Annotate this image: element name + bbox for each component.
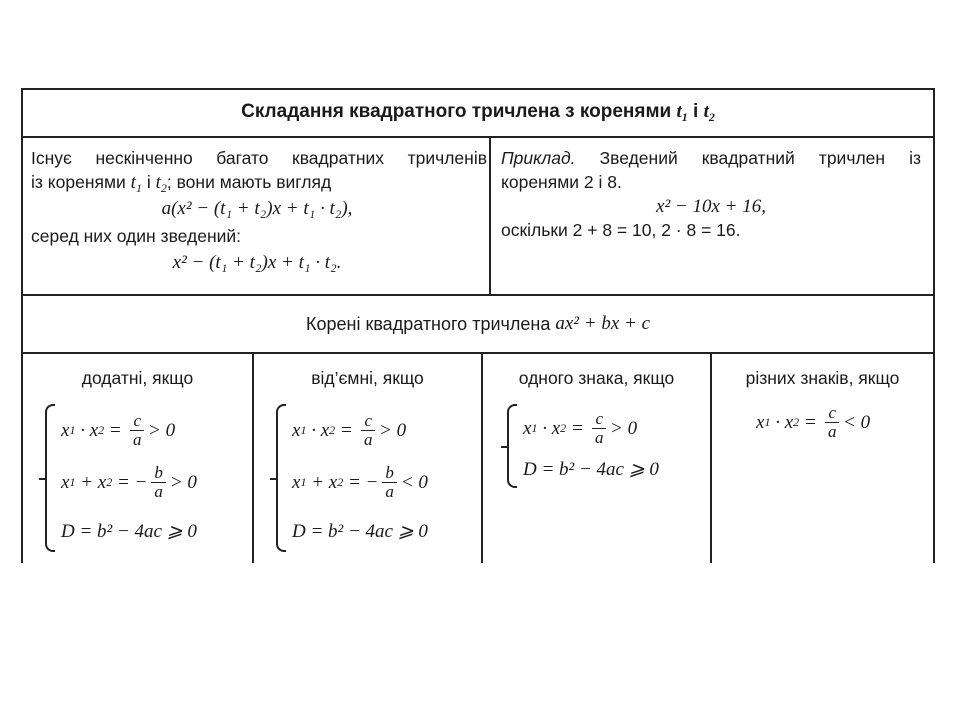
title-sub-2: 2	[708, 110, 715, 124]
case-negative-sum-sign: < 0	[400, 471, 428, 493]
example-formula: x² − 10x + 16,	[656, 196, 766, 217]
example-cell	[491, 138, 933, 294]
example-line-1-text: Зведений квадратний тричлен із	[599, 148, 921, 168]
title-text: Складання квадратного тричлена з коренями	[241, 101, 672, 122]
definition-line-2	[31, 172, 331, 196]
example-label: Приклад.	[501, 148, 576, 168]
roots-table	[21, 88, 935, 563]
case-same-sign	[481, 354, 710, 563]
definition-line-2b: і	[146, 172, 151, 192]
def-sub-2: 2	[160, 181, 167, 195]
def-var-t2: t	[155, 172, 161, 193]
table-title	[241, 101, 715, 125]
title-sub-1: 1	[681, 110, 688, 124]
roots-heading-formula: ax² + bx + c	[555, 313, 651, 334]
definition-line-3: серед них один зведений:	[31, 226, 242, 246]
def-sub-1: 1	[135, 181, 142, 195]
case-negative	[252, 354, 481, 563]
case-negative-product-sign: > 0	[379, 419, 407, 441]
case-same-sign-product: x 1 · x 2 = $\frac{c}{a}$ > 0	[523, 409, 638, 447]
case-different-signs-product-sign: < 0	[843, 411, 871, 433]
def-var-t1: t	[130, 172, 136, 193]
case-positive-product-sign: > 0	[148, 419, 176, 441]
case-different-signs	[710, 354, 933, 563]
case-same-sign-disc: D = b² − 4ac ⩾ 0	[523, 459, 659, 480]
roots-heading-row	[23, 296, 933, 354]
definition-line-2a: із коренями	[31, 172, 126, 192]
title-conj: і	[693, 101, 699, 122]
case-negative-sum: x 1 + x 2 = − $\frac{b}{a}$ < 0	[292, 463, 428, 501]
case-negative-heading: від’ємні, якщо	[311, 368, 424, 388]
example-line-3: оскільки 2 + 8 = 10, 2 · 8 = 16.	[501, 220, 741, 240]
cases-row	[23, 354, 933, 563]
case-positive	[23, 354, 252, 563]
case-same-sign-product-sign: > 0	[610, 417, 638, 439]
title-var-t2: t	[703, 101, 709, 122]
example-line-1	[501, 148, 921, 169]
case-same-sign-brace	[507, 404, 517, 488]
definition-line-1: Існує нескінченно багато квадратних тричленів	[31, 148, 487, 168]
definition-line-2c: ; вони мають вигляд	[166, 172, 332, 192]
case-negative-sum-minus: −	[365, 471, 379, 493]
case-positive-disc: D = b² − 4ac ⩾ 0	[61, 521, 197, 542]
reduced-formula: x² − (t₁ + t₂)x + t₁ · t₂.	[172, 252, 342, 273]
case-negative-disc: D = b² − 4ac ⩾ 0	[292, 521, 428, 542]
roots-heading-text: Корені квадратного тричлена	[305, 313, 551, 334]
general-formula: a(x² − (t₁ + t₂)x + t₁ · t₂),	[161, 198, 353, 219]
case-positive-sum-minus: −	[134, 471, 148, 493]
case-different-signs-product: x 1 · x 2 = $\frac{c}{a}$ < 0	[756, 403, 871, 441]
case-different-signs-heading: різних знаків, якщо	[745, 368, 900, 388]
case-positive-sum-sign: > 0	[169, 471, 197, 493]
case-same-sign-heading: одного знака, якщо	[518, 368, 675, 388]
case-positive-product: x 1 · x 2 = $\frac{c}{a}$ > 0	[61, 411, 176, 449]
case-positive-heading: додатні, якщо	[81, 368, 194, 388]
definition-row	[23, 138, 933, 296]
case-negative-product: x 1 · x 2 = $\frac{c}{a}$ > 0	[292, 411, 407, 449]
case-positive-sum: x 1 + x 2 = − $\frac{b}{a}$ > 0	[61, 463, 197, 501]
title-var-t1: t	[676, 101, 682, 122]
case-positive-brace	[45, 404, 55, 552]
table-title-row	[23, 90, 933, 138]
case-negative-brace	[276, 404, 286, 552]
definition-cell	[23, 138, 491, 294]
example-line-2: коренями 2 і 8.	[501, 172, 622, 192]
